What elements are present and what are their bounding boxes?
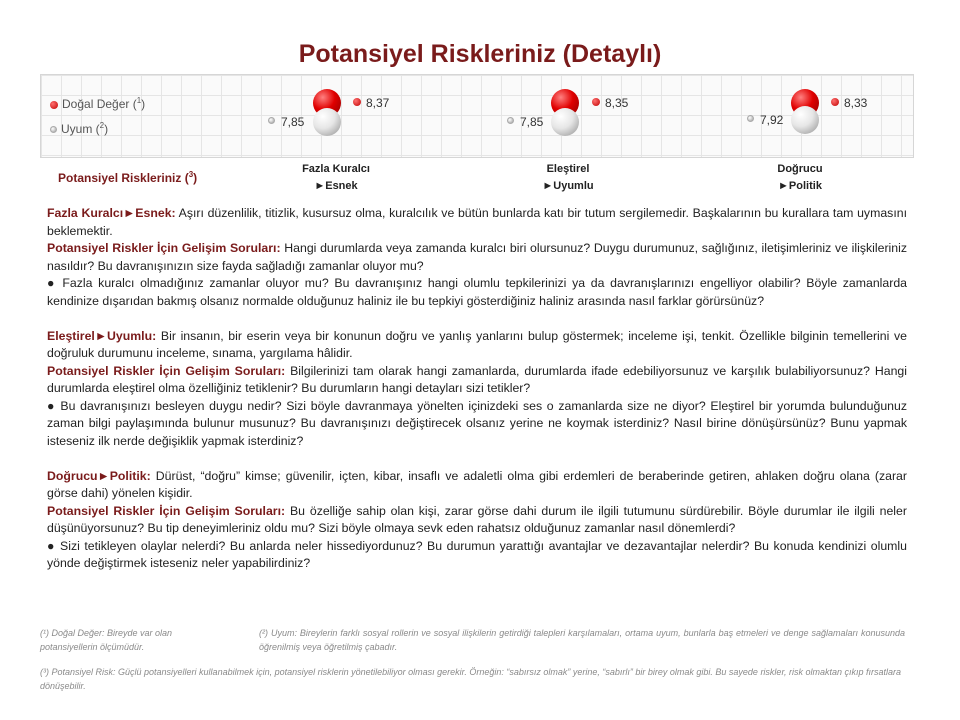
definition-text: Bir insanın, bir eserin veya bir konunun doğru ve yanlış yanlarını bulup göstermek; inceleme işi, tenkit. Özellikle bilginin temellerini ve doğruluk durumunu inceleme, sınama, yargılama hâlidir.	[47, 328, 907, 360]
definition-paragraph	[47, 328, 907, 363]
questions-key: Potansiyel Riskler İçin Gelişim Soruları:	[47, 363, 286, 378]
questions-text: Bu özelliğe sahip olan kişi, zarar görse dahi durum ile ilgili tutumunu sürdürebilir. Böyle durumlar ile ilgili neler düşünüyorsunuz? Bu tip deneyimleriniz oldu mu? Sizi böyle olmaya sevk eden rahatsız olduğunuz zamanlar nasıl dönemlerdi?	[47, 503, 907, 535]
natural-value: 8,33	[844, 96, 868, 110]
white-dot-icon	[50, 126, 57, 133]
natural-value: 8,37	[366, 96, 390, 110]
risk-name: Eleştirel	[546, 163, 590, 175]
bullet-paragraph: ● Sizi tetikleyen olaylar nelerdi? Bu anlarda neler hissediyordunuz? Bu durumun yarattığı avantajlar ve dezavantajlar nelerdir? Bu konuda kendinizi olumlu yönde değiştirmek isteseniz neler yapabilirdiniz?	[47, 538, 907, 570]
bullet-paragraph: ● Bu davranışınızı besleyen duygu nedir? Sizi böyle davranmaya yönelten içinizdeki ses o zamanlarda size ne diyor? Eleştirel bir yorumda bulunduğunuz zaman bilgi paylaşımında bulunur musunuz? Bu davranışınızı değiştirecek olsanız yerine ne koymak isterdiniz? Nasıl birine dönüşürsünüz? Bunu yapmak isteseniz ilk nerde değişiklik yapmak isterdiniz?	[47, 398, 907, 448]
legend-fit-label: Uyum (	[61, 122, 100, 136]
legend-natural-close: )	[141, 97, 146, 111]
natural-value: 8,35	[605, 96, 629, 110]
risk-label-2	[498, 161, 638, 195]
legend-natural-value	[50, 96, 145, 111]
footnote-1: (¹) Doğal Değer: Bireyde var olan potansiyellerin ölçümüdür.	[40, 628, 173, 652]
axis-title-footnote-ref: 3	[188, 170, 194, 179]
questions-key: Potansiyel Riskler İçin Gelişim Soruları:	[47, 503, 286, 518]
definition-paragraph	[47, 468, 907, 503]
fit-value-ball	[551, 108, 579, 136]
legend-fit-close: )	[104, 122, 109, 136]
risk-name: Fazla Kuralcı	[302, 163, 370, 175]
white-dot-icon	[747, 115, 754, 122]
questions-text: Bilgilerinizi tam olarak hangi zamanlarda, durumlarda ifade edebiliyorsunuz ve karşılık bulabiliyorsunuz? Hangi durumlarda eleştirel olma özelliğiniz tetiklenir? Bu durumların hangi detayları sizi tetikler?	[47, 363, 907, 395]
questions-paragraph	[47, 503, 907, 538]
white-dot-icon	[268, 117, 275, 124]
risk-label-1	[266, 161, 406, 195]
definition-text: Aşırı düzenlilik, titizlik, kusursuz olma, kuralcılık ve bütün bunlarda katı bir tutum sergilemedir. Başkalarının bu kurallara tam uymasını beklemektir.	[47, 206, 907, 238]
risk-target: ►Uyumlu	[542, 180, 594, 192]
red-dot-icon	[831, 98, 839, 106]
axis-title-close: )	[193, 171, 198, 185]
definition-key: Eleştirel►Uyumlu:	[47, 328, 157, 343]
fit-value: 7,92	[760, 113, 784, 127]
questions-paragraph	[47, 240, 907, 275]
risk-name: Doğrucu	[777, 163, 823, 175]
red-dot-icon	[592, 98, 600, 106]
fit-value-ball	[313, 108, 341, 136]
white-dot-icon	[507, 117, 514, 124]
page-title: Potansiyel Riskleriniz (Detaylı)	[298, 40, 662, 68]
fit-value-ball	[791, 106, 819, 134]
fit-value: 7,85	[281, 115, 305, 129]
risk-target: ►Politik	[778, 180, 822, 192]
questions-key: Potansiyel Riskler İçin Gelişim Soruları:	[47, 241, 281, 255]
risk-details	[47, 205, 907, 573]
axis-title-text: Potansiyel Riskleriniz (	[58, 171, 189, 185]
footnote-2: (²) Uyum: Bireylerin farklı sosyal rollerin ve sosyal ilişkilerin getirdiği talepleri karşılamaları, ortama uyum, bunlarla baş etmeleri ve denge sağlamaları konusunda öğrenilmiş veya öğretilmiş çabadır.	[259, 628, 905, 652]
legend-natural-footnote-ref: 1	[136, 96, 142, 105]
definition-text: Dürüst, “doğru” kimse; güvenilir, içten, kibar, insaflı ve adaletli olma gibi erdemleri de beraberinde getiren, ahlaken doğru olana (zarar görse dahi) yönelen kişidir.	[47, 468, 907, 500]
red-dot-icon	[353, 98, 361, 106]
legend-natural-label: Doğal Değer (	[62, 97, 137, 111]
risk-label-3	[730, 161, 870, 195]
risk-target: ►Esnek	[314, 180, 358, 192]
footnote-3: (³) Potansiyel Risk: Güçlü potansiyelleri kullanabilmek için, potansiyel risklerin yönetilebiliyor olması gerekir. Örneğin: “sabırsız olmak” yerine, “sabırlı” bir birey olmak gibi. Bu sayede riskler, risk olmaktan çıkıp fırsatlara dönüşebilir.	[40, 667, 901, 691]
red-dot-icon	[50, 101, 58, 109]
definition-key: Doğrucu►Politik:	[47, 468, 151, 483]
bullet-paragraph: ● Fazla kuralcı olmadığınız zamanlar oluyor mu? Bu davranışınız hangi olumlu tepkilerinizi ya da davranışlarınızı engelliyor olabilir? Böyle zamanlarda kendinize dışarıdan bakmış olsanız normalde olduğunuz haliniz ile bu tepkiyi gösterdiğiniz haliniz arasında nasıl farklar görürsünüz?	[47, 276, 907, 308]
definition-paragraph	[47, 205, 907, 240]
legend-fit	[50, 121, 108, 136]
questions-paragraph	[47, 363, 907, 398]
legend-fit-footnote-ref: 2	[99, 121, 105, 130]
definition-key: Fazla Kuralcı►Esnek:	[47, 206, 176, 220]
questions-text: Hangi durumlarda veya zamanda kuralcı biri olursunuz? Duygu durumunuz, sağlığınız, iletişimleriniz ve ilişkileriniz nasıldır? Bu davranışınızın size fayda sağladığı zamanlar oluyor mu?	[47, 241, 907, 273]
risk-axis-title	[58, 170, 197, 185]
fit-value: 7,85	[520, 115, 544, 129]
